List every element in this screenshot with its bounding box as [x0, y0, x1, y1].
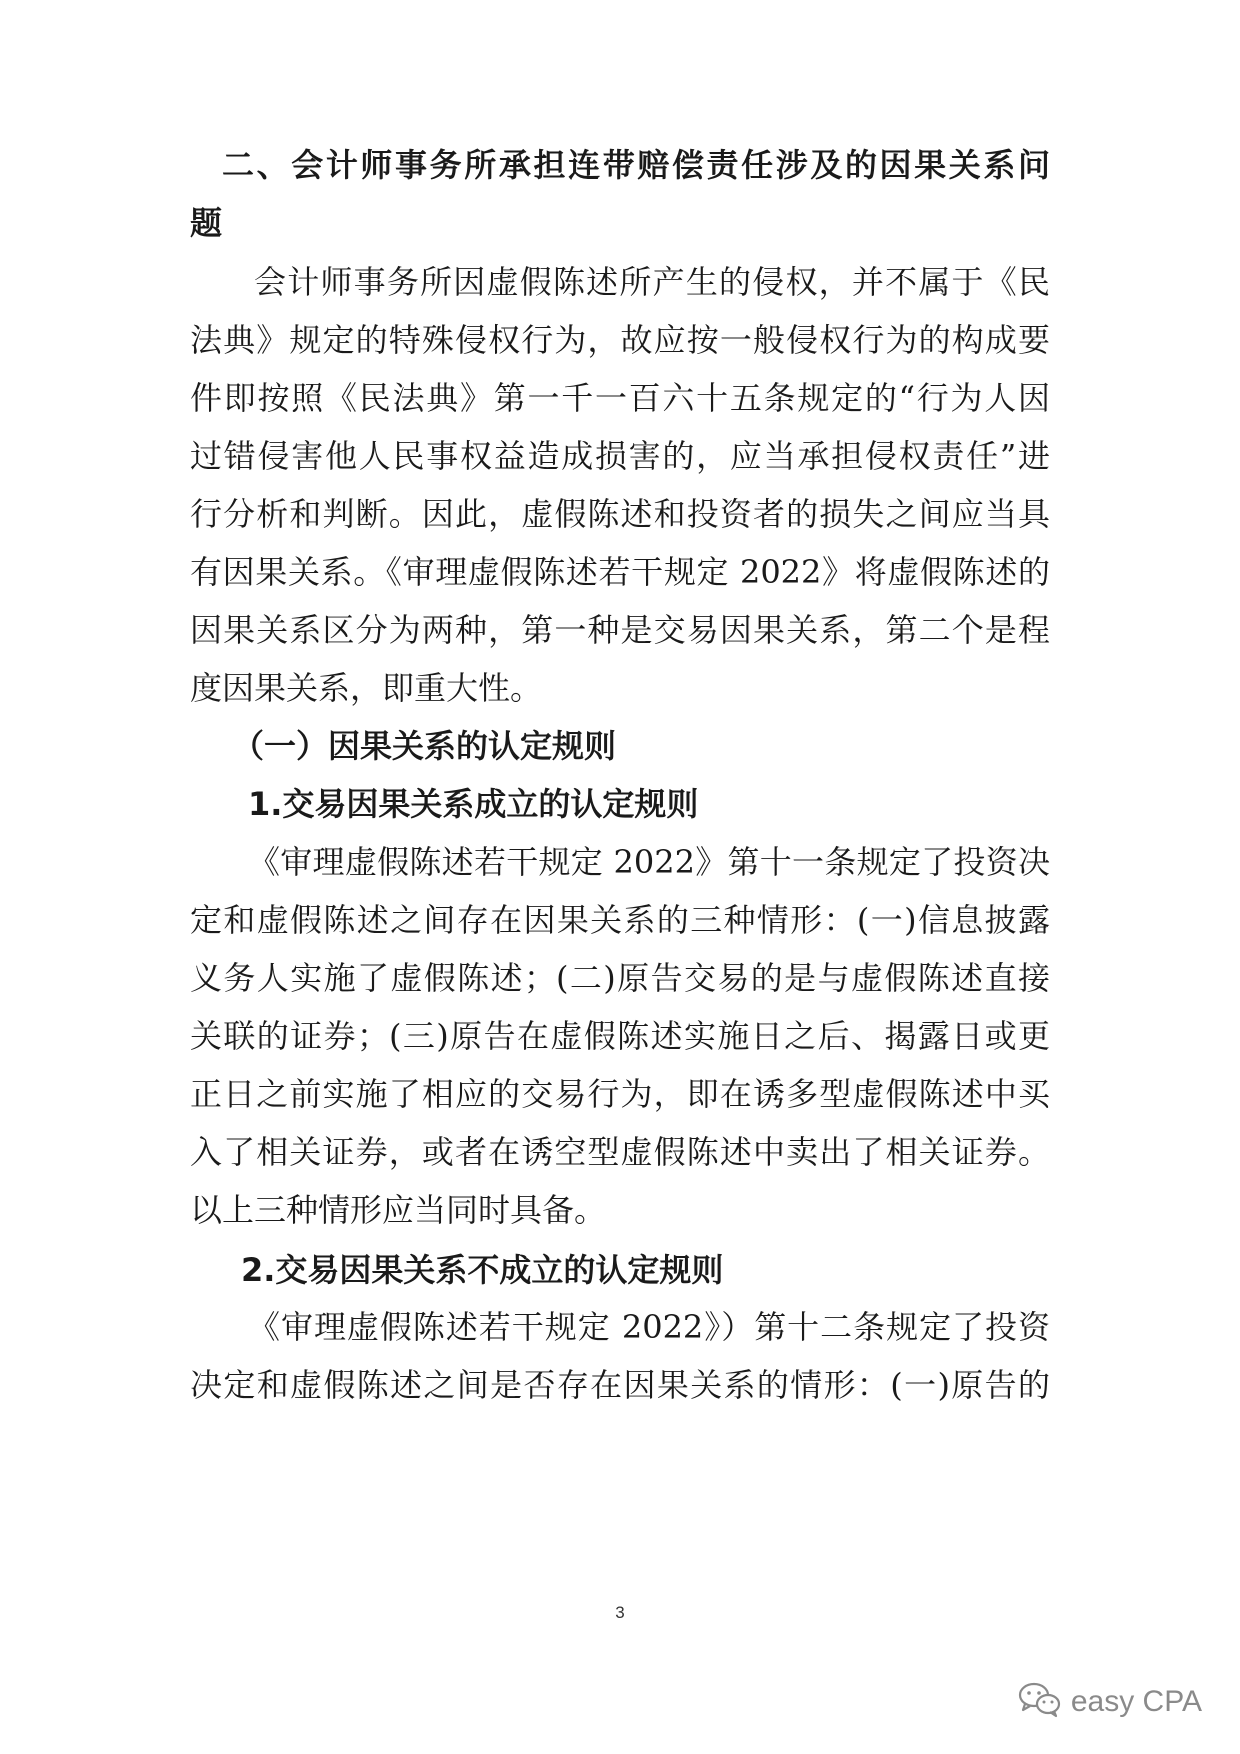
text-line: 正日之前实施了相应的交易行为，即在诱多型虚假陈述中买 [190, 1075, 1050, 1113]
watermark [1017, 1680, 1202, 1724]
text-line: 《审理虚假陈述若干规定 2022》）第十二条规定了投资 [248, 1308, 1050, 1346]
text-line: 关联的证券；(三)原告在虚假陈述实施日之后、揭露日或更 [190, 1017, 1050, 1055]
text-line: 法典》规定的特殊侵权行为，故应按一般侵权行为的构成要 [190, 321, 1050, 359]
text-line: 有因果关系。《审理虚假陈述若干规定 2022》将虚假陈述的 [190, 553, 1050, 591]
text-line: 定和虚假陈述之间存在因果关系的三种情形：(一)信息披露 [190, 901, 1050, 939]
text-line: 行分析和判断。因此，虚假陈述和投资者的损失之间应当具 [190, 495, 1050, 533]
subsection-heading: 1.交易因果关系成立的认定规则 [248, 785, 699, 823]
watermark-text: easy CPA [1070, 1685, 1202, 1718]
text-line: 因果关系区分为两种，第一种是交易因果关系，第二个是程 [190, 611, 1050, 649]
wechat-icon [1017, 1680, 1063, 1724]
text-line: 以上三种情形应当同时具备。 [190, 1191, 607, 1229]
text-line: 义务人实施了虚假陈述；(二)原告交易的是与虚假陈述直接 [190, 959, 1050, 997]
text-line: 会计师事务所因虚假陈述所产生的侵权，并不属于《民 [254, 263, 1050, 301]
subsection-heading: 2.交易因果关系不成立的认定规则 [241, 1251, 724, 1289]
text-line: 过错侵害他人民事权益造成损害的，应当承担侵权责任”进 [190, 437, 1050, 475]
text-line: 件即按照《民法典》第一千一百六十五条规定的“行为人因 [190, 379, 1050, 417]
text-line: 入了相关证券，或者在诱空型虚假陈述中卖出了相关证券。 [190, 1133, 1050, 1171]
page-number: 3 [615, 1603, 625, 1622]
section-heading: 题 [190, 204, 223, 242]
text-line: 度因果关系，即重大性。 [190, 669, 543, 707]
text-line: 《审理虚假陈述若干规定 2022》第十一条规定了投资决 [248, 843, 1050, 881]
text-line: 决定和虚假陈述之间是否存在因果关系的情形：(一)原告的 [190, 1366, 1050, 1404]
section-heading: 二、会计师事务所承担连带赔偿责任涉及的因果关系问 [222, 146, 1050, 184]
section-heading: （一）因果关系的认定规则 [232, 727, 617, 765]
